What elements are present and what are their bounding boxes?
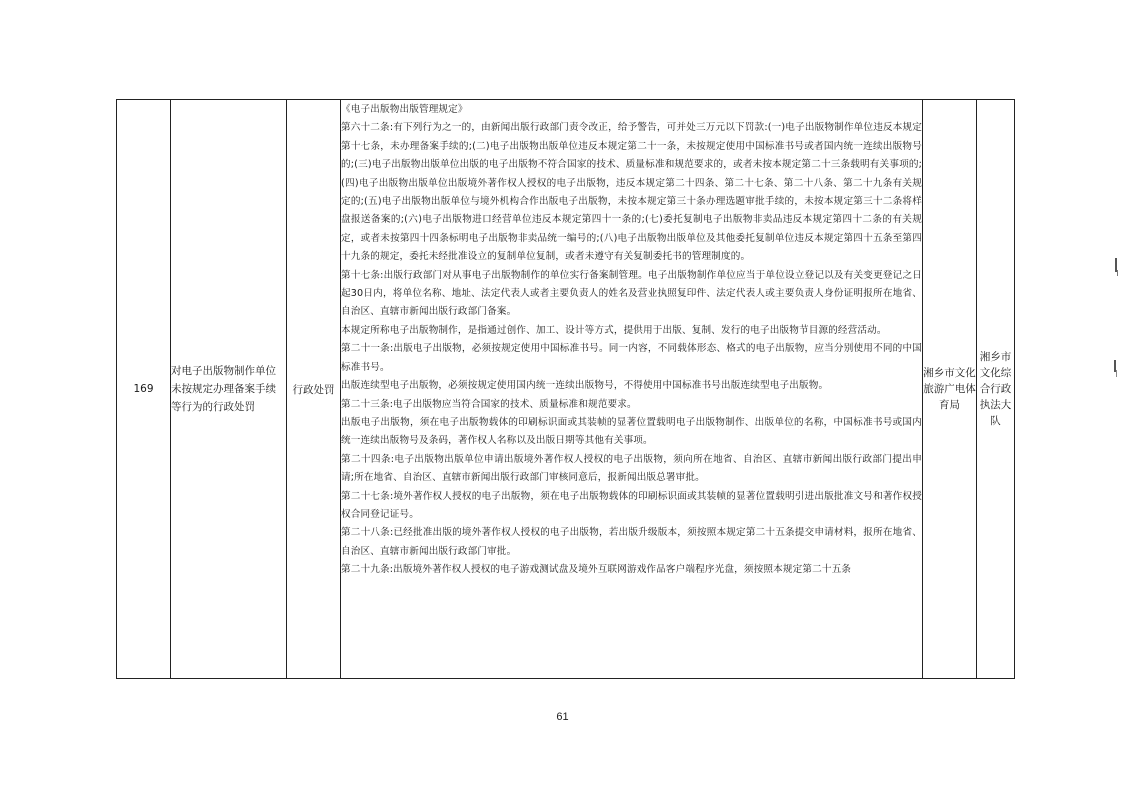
legal-basis-cell: [341, 100, 923, 679]
page-number: 61: [556, 711, 569, 723]
basis-paragraph: 第二十四条:电子出版物出版单位申请出版境外著作权人授权的电子出版物，须向所在地省、自治区、直辖市新闻出版行政部门提出申请;所在地省、自治区、直辖市新闻出版行政部门审核同意后，报新闻出版总署审批。: [341, 453, 922, 484]
power-type: 行政处罚: [287, 100, 341, 679]
basis-paragraph: 第十七条:出版行政部门对从事电子出版物制作的单位实行备案制管理。电子出版物制作单位应当于单位设立登记以及有关变更登记之日起30日内，将单位名称、地址、法定代表人或者主要负责人的姓名及营业执照复印件、法定代表人或主要负责人身份证明报所在地省、自治区、直辖市新闻出版行政部门备案。: [341, 269, 922, 318]
basis-paragraph: 第六十二条:有下列行为之一的，由新闻出版行政部门责令改正，给予警告，可并处三万元以下罚款:(一)电子出版物制作单位违反本规定第十七条，未办理备案手续的;(二)电子出版物出版单位违反本规定第二十一条，未按规定使用中国标准书号或者国内统一连续出版物号的;(三)电子出版物出版单位出版的电子出版物不符合国家的技术、质量标准和规范要求的，或者未按本规定第二十三条载明有关事项的;(四)电子出版物出版单位出版境外著作权人授权的电子出版物，违反本规定第二十四条、第二十七条、第二十八条、第二十九条有关规定的;(五)电子出版物出版单位与境外机构合作出版电子出版物，未按本规定第三十条办理选题审批手续的，未按本规定第三十二条将样盘报送备案的;(六)电子出版物进口经营单位违反本规定第四十一条的;(七)委托复制电子出版物非卖品违反本规定第四十二条的有关规定，或者未按第四十四条标明电子出版物非卖品统一编号的;(八)电子出版物出版单位及其他委托复制单位违反本规定第四十五条至第四十九条的规定，委托未经批准设立的复制单位复制，或者未遵守有关复制委托书的管理制度的。: [341, 122, 922, 263]
scan-edge-marks: [1112, 240, 1122, 390]
basis-paragraph: 《电子出版物出版管理规定》: [341, 104, 468, 115]
basis-paragraph: 第二十一条:出版电子出版物，必须按规定使用中国标准书号。同一内容，不同载体形态、格式的电子出版物，应当分别使用不同的中国标准书号。: [341, 343, 922, 373]
power-list-table: [116, 99, 1015, 679]
responsible-department: 湘乡市文化旅游广电体育局: [923, 100, 977, 679]
basis-paragraph: 第二十九条:出版境外著作权人授权的电子游戏测试盘及境外互联网游戏作品客户端程序光盘，须按照本规定第二十五条: [341, 564, 852, 576]
basis-paragraph: 第二十八条:已经批准出版的境外著作权人授权的电子出版物，若出版升级版本，须按照本规定第二十五条提交申请材料，报所在地省、自治区、直辖市新闻出版行政部门审批。: [341, 527, 922, 557]
basis-paragraph: 第二十三条:电子出版物应当符合国家的技术、质量标准和规范要求。: [341, 398, 637, 410]
executing-agency: 湘乡市文化综合行政执法大队: [977, 100, 1015, 679]
basis-paragraph: 出版电子出版物，须在电子出版物载体的印刷标识面或其装帧的显著位置载明电子出版物制作、出版单位的名称，中国标准书号或国内统一连续出版物号及条码，著作权人名称以及出版日期等其他有关事项。: [341, 416, 922, 447]
legal-basis-text: [341, 101, 922, 677]
item-name: 对电子出版物制作单位未按规定办理备案手续等行为的行政处罚: [171, 100, 287, 679]
table-row: [117, 100, 1015, 679]
row-number: 169: [117, 100, 171, 679]
basis-paragraph: 出版连续型电子出版物，必须按规定使用国内统一连续出版物号，不得使用中国标准书号出版连续型电子出版物。: [341, 380, 829, 392]
basis-paragraph: 第二十七条:境外著作权人授权的电子出版物，须在电子出版物载体的印刷标识面或其装帧的显著位置载明引进出版批准文号和著作权授权合同登记证号。: [341, 490, 922, 520]
basis-paragraph: 本规定所称电子出版物制作，是指通过创作、加工、设计等方式，提供用于出版、复制、发行的电子出版物节目源的经营活动。: [341, 324, 887, 336]
